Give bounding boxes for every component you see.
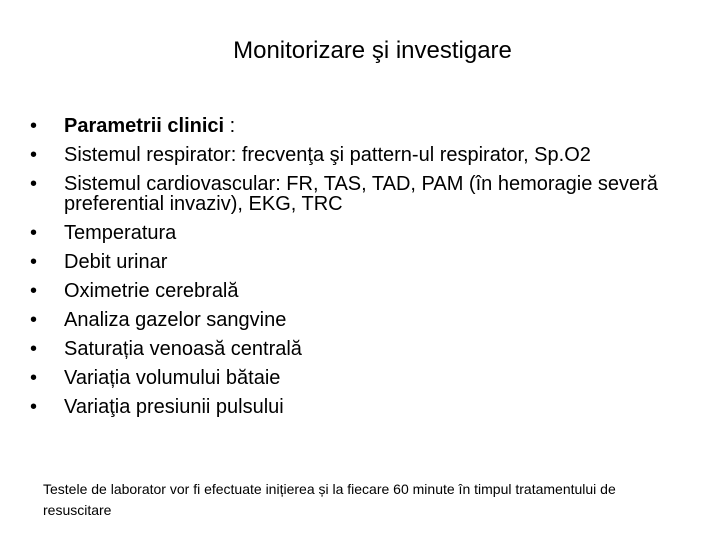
bullet-item-venous-saturation: [30, 337, 670, 360]
bullet-icon: •: [30, 221, 38, 244]
bullet-bold-text: Parametrii clinici: [64, 115, 225, 137]
bullet-item-cerebral-oximetry: [30, 279, 670, 302]
bullet-icon: •: [30, 337, 38, 360]
bullet-item-urine-output: [30, 250, 670, 273]
bullet-icon: •: [30, 395, 38, 418]
bullet-item-pulse-pressure-variation: [30, 395, 670, 418]
bullet-icon: •: [30, 173, 38, 195]
bullet-list: [30, 117, 670, 417]
bullet-text: Variația volumului bătaie: [64, 366, 281, 389]
bullet-text: Sistemul cardiovascular: FR, TAS, TAD, PAM (în hemoragie severă preferential invaziv), EKG, TRC: [64, 173, 658, 215]
bullet-item-stroke-volume-variation: [30, 366, 670, 389]
bullet-item-cardiovascular: [30, 175, 670, 214]
footnote-text: Testele de laborator vor fi efectuate inițierea și la fiecare 60 minute în timpul tratamentului de resuscitare: [43, 481, 616, 518]
bullet-icon: •: [30, 115, 38, 137]
bullet-text: Oximetrie cerebrală: [64, 279, 239, 302]
bullet-text: Analiza gazelor sangvine: [64, 308, 287, 331]
bullet-icon: •: [30, 144, 38, 166]
bullet-text: :: [224, 115, 236, 137]
bullet-text: Variaţia presiunii pulsului: [64, 395, 284, 418]
bullet-icon: •: [30, 279, 38, 302]
slide-title: Monitorizare şi investigare: [233, 37, 512, 64]
bullet-item-clinical-parameters: [30, 117, 670, 137]
bullet-item-blood-gas: [30, 308, 670, 331]
bullet-item-respiratory: [30, 146, 670, 166]
bullet-text: Debit urinar: [64, 250, 168, 273]
bullet-text: Temperatura: [64, 221, 177, 244]
bullet-item-temperature: [30, 221, 670, 244]
bullet-text: Sistemul respirator: frecvenţa şi pattern-ul respirator, Sp.O2: [64, 144, 591, 166]
bullet-icon: •: [30, 308, 38, 331]
bullet-icon: •: [30, 366, 38, 389]
bullet-icon: •: [30, 250, 38, 273]
bullet-text: Saturația venoasă centrală: [64, 337, 302, 360]
